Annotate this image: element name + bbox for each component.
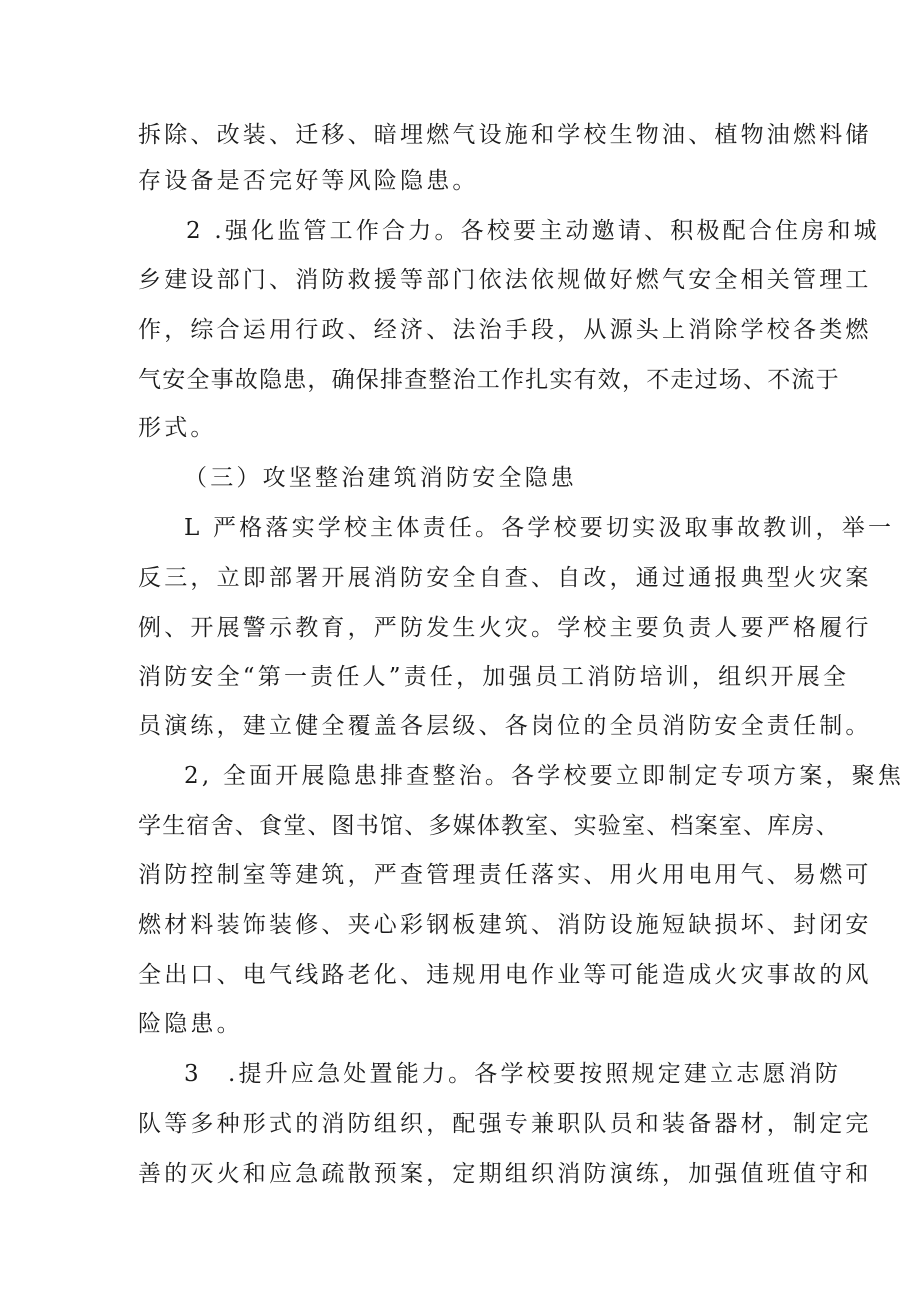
text-line: L 严格落实学校主体责任。各学校要切实汲取事故教训，举一 xyxy=(184,515,895,541)
text-line: 善的灭火和应急疏散预案，定期组织消防演练，加强值班值守和 xyxy=(138,1161,872,1187)
text-line: 作，综合运用行政、经济、法治手段，从源头上消除学校各类燃 xyxy=(138,317,872,343)
list-number: 3 xyxy=(184,1061,202,1087)
text-line: 全出口、电气线路老化、违规用电作业等可能造成火灾事故的风 xyxy=(138,962,872,988)
text-line: 学生宿舍、食堂、图书馆、多媒体教室、实验室、档案室、库房、 xyxy=(138,813,840,839)
text-line: 拆除、改装、迁移、暗埋燃气设施和学校生物油、植物油燃料储 xyxy=(138,122,872,148)
text-line: 2, 全面开展隐患排查整治。各学校要立即制定专项方案，聚焦 xyxy=(184,763,905,789)
text-line: 乡建设部门、消防救援等部门依法依规做好燃气安全相关管理工 xyxy=(138,267,872,293)
text-line: 例、开展警示教育，严防发生火灾。学校主要负责人要严格履行 xyxy=(138,615,872,641)
text-line: 存设备是否完好等风险隐患。 xyxy=(138,168,479,194)
text-line: 气安全事故隐患，确保排查整治工作扎实有效，不走过场、不流于 xyxy=(138,367,840,393)
text-line: 员演练，建立健全覆盖各层级、各岗位的全员消防安全责任制。 xyxy=(138,713,872,739)
text-line: .提升应急处置能力。各学校要按照规定建立志愿消防 xyxy=(228,1061,842,1087)
text-line: 2 .强化监管工作合力。各校要主动邀请、积极配合住房和城 xyxy=(186,218,880,244)
text-line: 险隐患。 xyxy=(138,1011,243,1037)
text-line: 形式。 xyxy=(138,415,217,441)
text-line: 消防控制室等建筑，严查管理责任落实、用火用电用气、易燃可 xyxy=(138,862,872,888)
section-heading: （三）攻坚整治建筑消防安全隐患 xyxy=(184,465,577,491)
text-line: 队等多种形式的消防组织，配强专兼职队员和装备器材，制定完 xyxy=(138,1111,872,1137)
text-line: 反三，立即部署开展消防安全自查、自改，通过通报典型火灾案 xyxy=(138,565,872,591)
text-line: 消防安全“第一责任人”责任，加强员工消防培训，组织开展全 xyxy=(138,664,850,690)
text-line: 燃材料装饰装修、夹心彩钢板建筑、消防设施短缺损坏、封闭安 xyxy=(138,912,872,938)
